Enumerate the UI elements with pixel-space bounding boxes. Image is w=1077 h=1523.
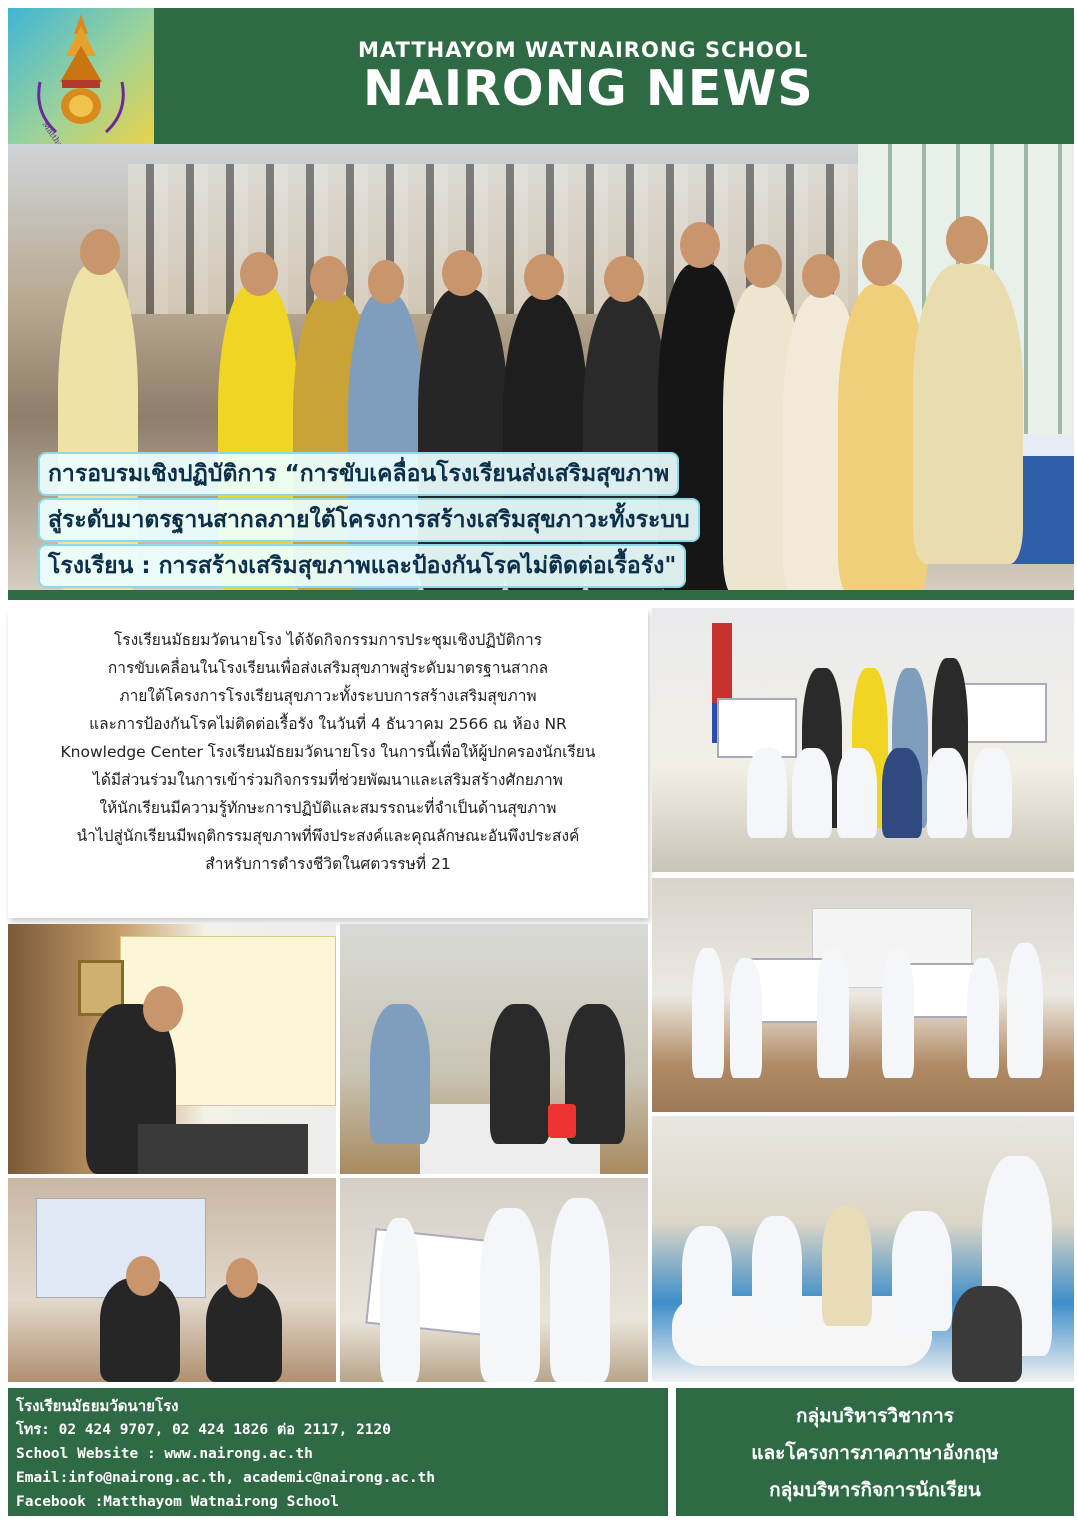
masthead — [8, 8, 1074, 144]
footer-website: School Website : www.nairong.ac.th — [16, 1446, 313, 1462]
photo-speaker-podium — [8, 924, 336, 1174]
footer-facebook: Facebook :Matthayom Watnairong School — [16, 1494, 340, 1510]
article-paragraph — [8, 626, 648, 878]
department-student-affairs: กลุ่มบริหารกิจการนักเรียน — [769, 1479, 981, 1501]
headline-line-1: การอบรมเชิงปฏิบัติการ “การขับเคลื่อนโรงเรียนส่งเสริมสุขภาพ — [38, 452, 679, 496]
photo-mc-hosts — [8, 1178, 336, 1382]
school-name-title: MATTHAYOM WATNAIRONG SCHOOL — [358, 38, 809, 62]
headline — [38, 452, 798, 590]
article-line: ให้นักเรียนมีความรู้ทักษะการปฏิบัติและสมรรถนะที่จำเป็นด้านสุขภาพ — [99, 799, 557, 817]
department-credits — [676, 1388, 1074, 1516]
photo-students-chart — [340, 1178, 648, 1382]
footer-school-name: โรงเรียนมัธยมวัดนายโรง — [16, 1397, 179, 1415]
article-line: การขับเคลื่อนในโรงเรียนเพื่อส่งเสริมสุขภาพสู่ระดับมาตรฐานสากล — [107, 659, 549, 677]
photo-students-presenting — [652, 878, 1074, 1112]
photo-group-workshop — [652, 1116, 1074, 1382]
school-logo — [8, 8, 154, 144]
article-line: สำหรับการดำรงชีวิตในศตวรรษที่ 21 — [205, 855, 451, 873]
article-line: นำไปสู่นักเรียนมีพฤติกรรมสุขภาพที่พึงประสงค์และคุณลักษณะอันพึงประสงค์ — [76, 827, 580, 845]
footer-phone: โทร: 02 424 9707, 02 424 1826 ต่อ 2117, 2120 — [16, 1422, 391, 1438]
newsletter-title: NAIRONG NEWS — [363, 60, 814, 117]
footer-email: Email:info@nairong.ac.th, academic@nairong.ac.th — [16, 1470, 436, 1486]
department-academic: กลุ่มบริหารวิชาการ — [796, 1405, 954, 1427]
article-line: และการป้องกันโรคไม่ติดต่อเรื้อรัง ในวันที่ 4 ธันวาคม 2566 ณ ห้อง NR — [89, 715, 567, 733]
article-line: โรงเรียนมัธยมวัดนายโรง ได้จัดกิจกรรมการประชุมเชิงปฏิบัติการ — [113, 631, 543, 649]
department-english-program: และโครงการภาคภาษาอังกฤษ — [751, 1442, 999, 1464]
article-line: ภายใต้โครงการโรงเรียนสุขภาวะทั้งระบบการสร้างเสริมสุขภาพ — [119, 687, 537, 705]
contact-info — [8, 1388, 668, 1516]
article-line: Knowledge Center โรงเรียนมัธยมวัดนายโรง ในการนี้เพื่อให้ผู้ปกครองนักเรียน — [60, 743, 596, 761]
photo-students-posters — [652, 608, 1074, 872]
headline-line-2: สู่ระดับมาตรฐานสากลภายใต้โครงการสร้างเสริมสุขภาวะทั้งระบบ — [38, 498, 700, 542]
crown-emblem-icon — [26, 12, 136, 140]
headline-line-3: โรงเรียน : การสร้างเสริมสุขภาพและป้องกันโรคไม่ติดต่อเรื้อรัง" — [38, 544, 686, 588]
article-line: ได้มีส่วนร่วมในการเข้าร่วมกิจกรรมที่ช่วยพัฒนาและเสริมสร้างศักยภาพ — [93, 771, 563, 789]
photo-panel-discussion — [340, 924, 648, 1174]
article-body — [8, 608, 648, 918]
